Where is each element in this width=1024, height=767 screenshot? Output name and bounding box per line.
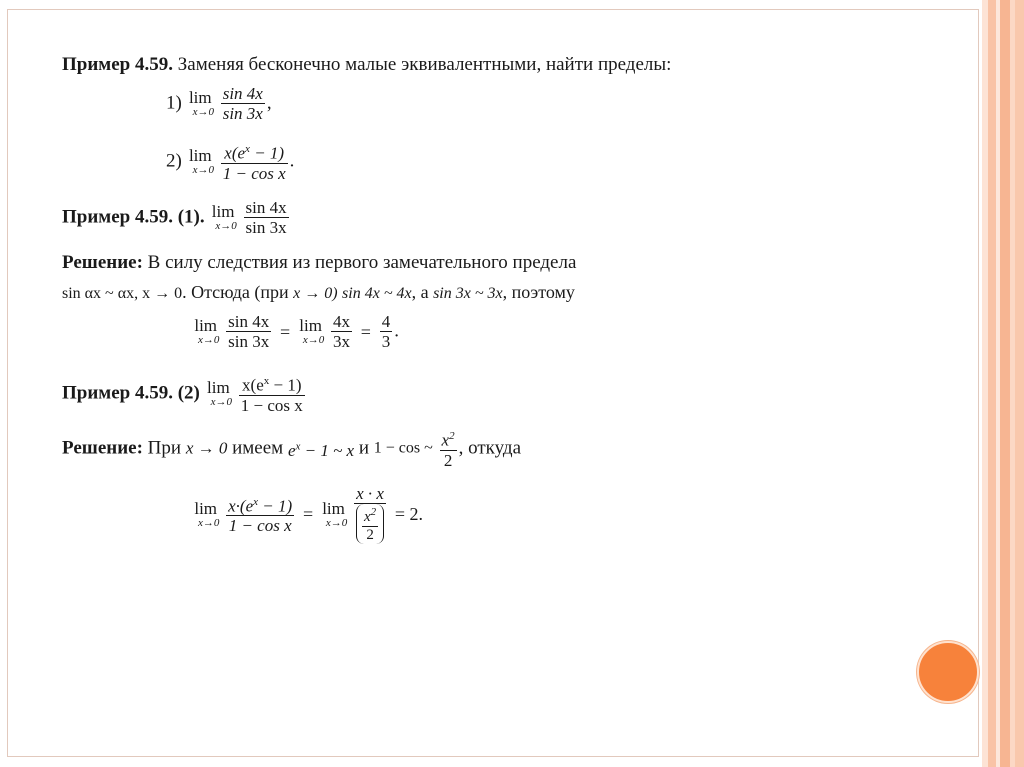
solution-1-text: Решение: В силу следствия из первого замечательного предела	[62, 252, 577, 273]
solution-1-line-2: sin αx ~ αx, x → 0. Отсюда (при x → 0) sin 4x ~ 4x, а sin 3x ~ 3x, поэтому	[62, 282, 575, 302]
limit-expression: lim x→0	[188, 88, 214, 118]
solution-1-formula: lim x→0 $\frac{\sin 4x}{\sin 3x}$ = lim x→0 $\frac{4x}{3x}$ = $\frac{4}{3}$ .	[194, 312, 399, 351]
task-statement	[62, 54, 671, 76]
task-item-1: 1) lim x→0 $\frac{\sin 4x}{\sin 3x}$ ,	[166, 84, 272, 123]
example-1-heading: Пример 4.59. (1). lim x→0 $\frac{\sin 4x}{\sin 3x}$	[62, 198, 287, 237]
task-label: Пример 4.59.	[62, 54, 173, 75]
solution-2-formula: lim x→0 $\frac{x\cdot(e^x - 1)}{\text{1 − cos x}}$ = lim x→0 $\frac{x \cdot x}{\frac{x^2}{2}}$ = 2.	[194, 484, 424, 543]
example-2-heading: Пример 4.59. (2) lim x→0 $\frac{x(e^x - 1)}{\text{1 − cos x}}$	[62, 372, 307, 415]
fraction: $\frac{x(e^x - 1)}{\text{1 − cos x}}$	[221, 140, 288, 183]
fraction: $\frac{\sin 4x}{\sin 3x}$	[222, 84, 263, 123]
limit-expression: lim x→0	[211, 202, 237, 232]
decorative-stripes	[982, 0, 1024, 767]
task-text: Заменяя бесконечно малые эквивалентными, найти пределы:	[177, 54, 672, 75]
solution-2-text: Решение: При x → 0 имеем $e^x - 1$ ~ x и 1 − cos ~ $\frac{x^2}{2}$ , откуда	[62, 427, 521, 470]
fraction: $\frac{\sin 4x}{\sin 3x}$	[245, 198, 287, 237]
orange-circle-decoration	[917, 641, 979, 703]
task-item-2: 2) lim x→0 $\frac{x(e^x - 1)}{\text{1 − cos x}}$ .	[166, 140, 294, 183]
limit-expression: lim x→0	[188, 145, 214, 176]
